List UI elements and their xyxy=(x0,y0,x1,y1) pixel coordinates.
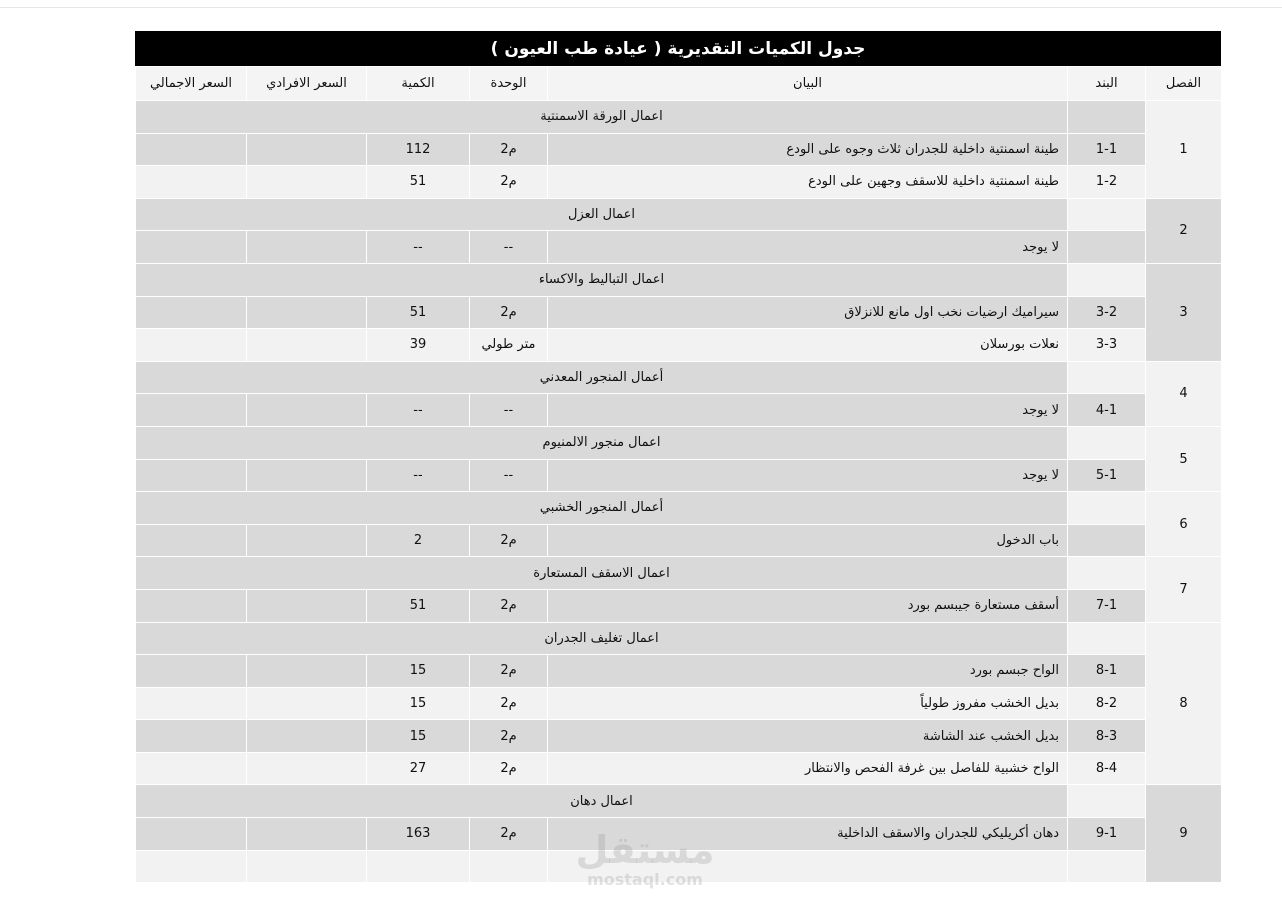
item-quantity: 27 xyxy=(367,752,470,785)
table-row xyxy=(136,655,1222,688)
table-row xyxy=(136,850,1222,883)
item-description: الواح جبسم بورد xyxy=(548,655,1068,688)
item-quantity: 15 xyxy=(367,655,470,688)
item-description: طينة اسمنتية داخلية للاسقف وجهين على الودع xyxy=(548,166,1068,199)
item-number: 4-1 xyxy=(1068,394,1146,427)
item-unit: م2 xyxy=(470,524,548,557)
item-unit: م2 xyxy=(470,687,548,720)
item-total-price xyxy=(136,850,247,883)
table-row xyxy=(136,329,1222,362)
header-item: البند xyxy=(1068,67,1146,101)
item-quantity: 163 xyxy=(367,818,470,851)
item-description: دهان أكريليكي للجدران والاسقف الداخلية xyxy=(548,818,1068,851)
header-unit: الوحدة xyxy=(470,67,548,101)
section-row xyxy=(136,426,1222,459)
item-total-price xyxy=(136,231,247,264)
table-row xyxy=(136,752,1222,785)
item-number xyxy=(1068,850,1146,883)
item-total-price xyxy=(136,687,247,720)
item-number xyxy=(1068,524,1146,557)
chapter-number: 9 xyxy=(1146,785,1222,883)
item-unit: -- xyxy=(470,231,548,264)
item-description: سيراميك ارضيات نخب اول مانع للانزلاق xyxy=(548,296,1068,329)
chapter-number: 5 xyxy=(1146,426,1222,491)
section-title: اعمال الورقة الاسمنتية xyxy=(136,101,1068,134)
section-item-cell xyxy=(1068,785,1146,818)
item-description: بديل الخشب مفروز طولياً xyxy=(548,687,1068,720)
item-unit-price xyxy=(247,655,367,688)
table-title: جدول الكميات التقديرية ( عيادة طب العيون ) xyxy=(135,31,1221,66)
item-total-price xyxy=(136,133,247,166)
section-row xyxy=(136,622,1222,655)
item-unit-price xyxy=(247,394,367,427)
table-body xyxy=(136,101,1222,883)
table-row xyxy=(136,524,1222,557)
item-total-price xyxy=(136,589,247,622)
item-quantity: 51 xyxy=(367,296,470,329)
item-quantity: 51 xyxy=(367,166,470,199)
item-number: 3-2 xyxy=(1068,296,1146,329)
item-number: 5-1 xyxy=(1068,459,1146,492)
table-row xyxy=(136,589,1222,622)
item-number: 3-3 xyxy=(1068,329,1146,362)
item-unit-price xyxy=(247,524,367,557)
quantities-table xyxy=(135,66,1222,883)
chapter-number: 3 xyxy=(1146,263,1222,361)
table-row xyxy=(136,687,1222,720)
item-total-price xyxy=(136,459,247,492)
section-title: اعمال التباليط والاكساء xyxy=(136,263,1068,296)
item-total-price xyxy=(136,166,247,199)
item-number: 8-2 xyxy=(1068,687,1146,720)
item-unit-price xyxy=(247,752,367,785)
item-unit: م2 xyxy=(470,818,548,851)
item-description: باب الدخول xyxy=(548,524,1068,557)
item-quantity: -- xyxy=(367,394,470,427)
item-unit: م2 xyxy=(470,589,548,622)
item-unit xyxy=(470,850,548,883)
chapter-number: 7 xyxy=(1146,557,1222,622)
section-row xyxy=(136,492,1222,525)
item-unit: م2 xyxy=(470,655,548,688)
item-unit: م2 xyxy=(470,133,548,166)
top-divider xyxy=(0,7,1282,8)
item-unit: م2 xyxy=(470,296,548,329)
table-row xyxy=(136,720,1222,753)
item-description: أسقف مستعارة جيبسم بورد xyxy=(548,589,1068,622)
section-row xyxy=(136,101,1222,134)
item-total-price xyxy=(136,296,247,329)
item-total-price xyxy=(136,524,247,557)
item-unit: -- xyxy=(470,459,548,492)
item-number: 1-1 xyxy=(1068,133,1146,166)
section-row xyxy=(136,785,1222,818)
table-row xyxy=(136,166,1222,199)
item-number: 7-1 xyxy=(1068,589,1146,622)
section-item-cell xyxy=(1068,622,1146,655)
item-description: لا يوجد xyxy=(548,459,1068,492)
section-item-cell xyxy=(1068,557,1146,590)
section-item-cell xyxy=(1068,198,1146,231)
table-row xyxy=(136,459,1222,492)
table-row xyxy=(136,394,1222,427)
header-row xyxy=(136,67,1222,101)
item-quantity: 15 xyxy=(367,687,470,720)
item-description: طينة اسمنتية داخلية للجدران ثلاث وجوه على الودع xyxy=(548,133,1068,166)
item-unit-price xyxy=(247,133,367,166)
chapter-number: 6 xyxy=(1146,492,1222,557)
section-title: اعمال العزل xyxy=(136,198,1068,231)
item-unit-price xyxy=(247,818,367,851)
item-unit: متر طولي xyxy=(470,329,548,362)
item-total-price xyxy=(136,720,247,753)
item-quantity: 2 xyxy=(367,524,470,557)
table-row xyxy=(136,133,1222,166)
item-quantity: 51 xyxy=(367,589,470,622)
section-item-cell xyxy=(1068,426,1146,459)
section-row xyxy=(136,557,1222,590)
item-description: لا يوجد xyxy=(548,394,1068,427)
item-description: الواح خشبية للفاصل بين غرفة الفحص والانتظار xyxy=(548,752,1068,785)
item-unit-price xyxy=(247,459,367,492)
item-unit-price xyxy=(247,850,367,883)
section-item-cell xyxy=(1068,263,1146,296)
header-unit-price: السعر الافرادي xyxy=(247,67,367,101)
item-number: 9-1 xyxy=(1068,818,1146,851)
item-total-price xyxy=(136,818,247,851)
item-quantity: -- xyxy=(367,459,470,492)
table-row xyxy=(136,818,1222,851)
section-row xyxy=(136,263,1222,296)
item-total-price xyxy=(136,655,247,688)
header-chapter: الفصل xyxy=(1146,67,1222,101)
item-number xyxy=(1068,231,1146,264)
item-description: لا يوجد xyxy=(548,231,1068,264)
section-item-cell xyxy=(1068,101,1146,134)
item-number: 8-1 xyxy=(1068,655,1146,688)
watermark-arabic: مستقل xyxy=(575,828,715,872)
item-unit-price xyxy=(247,687,367,720)
header-description: البيان xyxy=(548,67,1068,101)
section-item-cell xyxy=(1068,492,1146,525)
item-unit-price xyxy=(247,589,367,622)
item-unit-price xyxy=(247,720,367,753)
item-unit-price xyxy=(247,329,367,362)
item-total-price xyxy=(136,329,247,362)
item-quantity: -- xyxy=(367,231,470,264)
item-unit-price xyxy=(247,231,367,264)
section-title: اعمال تغليف الجدران xyxy=(136,622,1068,655)
item-number: 1-2 xyxy=(1068,166,1146,199)
section-title: أعمال المنجور المعدني xyxy=(136,361,1068,394)
chapter-number: 1 xyxy=(1146,101,1222,199)
item-unit-price xyxy=(247,296,367,329)
item-description: بديل الخشب عند الشاشة xyxy=(548,720,1068,753)
item-description xyxy=(548,850,1068,883)
item-number: 8-4 xyxy=(1068,752,1146,785)
item-unit: م2 xyxy=(470,720,548,753)
item-total-price xyxy=(136,394,247,427)
item-quantity xyxy=(367,850,470,883)
chapter-number: 4 xyxy=(1146,361,1222,426)
section-title: اعمال الاسقف المستعارة xyxy=(136,557,1068,590)
item-total-price xyxy=(136,752,247,785)
item-unit: م2 xyxy=(470,166,548,199)
header-total-price: السعر الاجمالي xyxy=(136,67,247,101)
chapter-number: 2 xyxy=(1146,198,1222,263)
table-row xyxy=(136,296,1222,329)
header-quantity: الكمية xyxy=(367,67,470,101)
item-unit-price xyxy=(247,166,367,199)
section-row xyxy=(136,198,1222,231)
watermark-latin: mostaql.com xyxy=(587,870,703,889)
quantities-sheet xyxy=(135,31,1221,883)
item-quantity: 112 xyxy=(367,133,470,166)
chapter-number: 8 xyxy=(1146,622,1222,785)
item-description: نعلات بورسلان xyxy=(548,329,1068,362)
section-row xyxy=(136,361,1222,394)
item-unit: -- xyxy=(470,394,548,427)
item-quantity: 15 xyxy=(367,720,470,753)
item-number: 8-3 xyxy=(1068,720,1146,753)
item-unit: م2 xyxy=(470,752,548,785)
table-row xyxy=(136,231,1222,264)
section-item-cell xyxy=(1068,361,1146,394)
section-title: أعمال المنجور الخشبي xyxy=(136,492,1068,525)
item-quantity: 39 xyxy=(367,329,470,362)
section-title: اعمال دهان xyxy=(136,785,1068,818)
section-title: اعمال منجور الالمنيوم xyxy=(136,426,1068,459)
